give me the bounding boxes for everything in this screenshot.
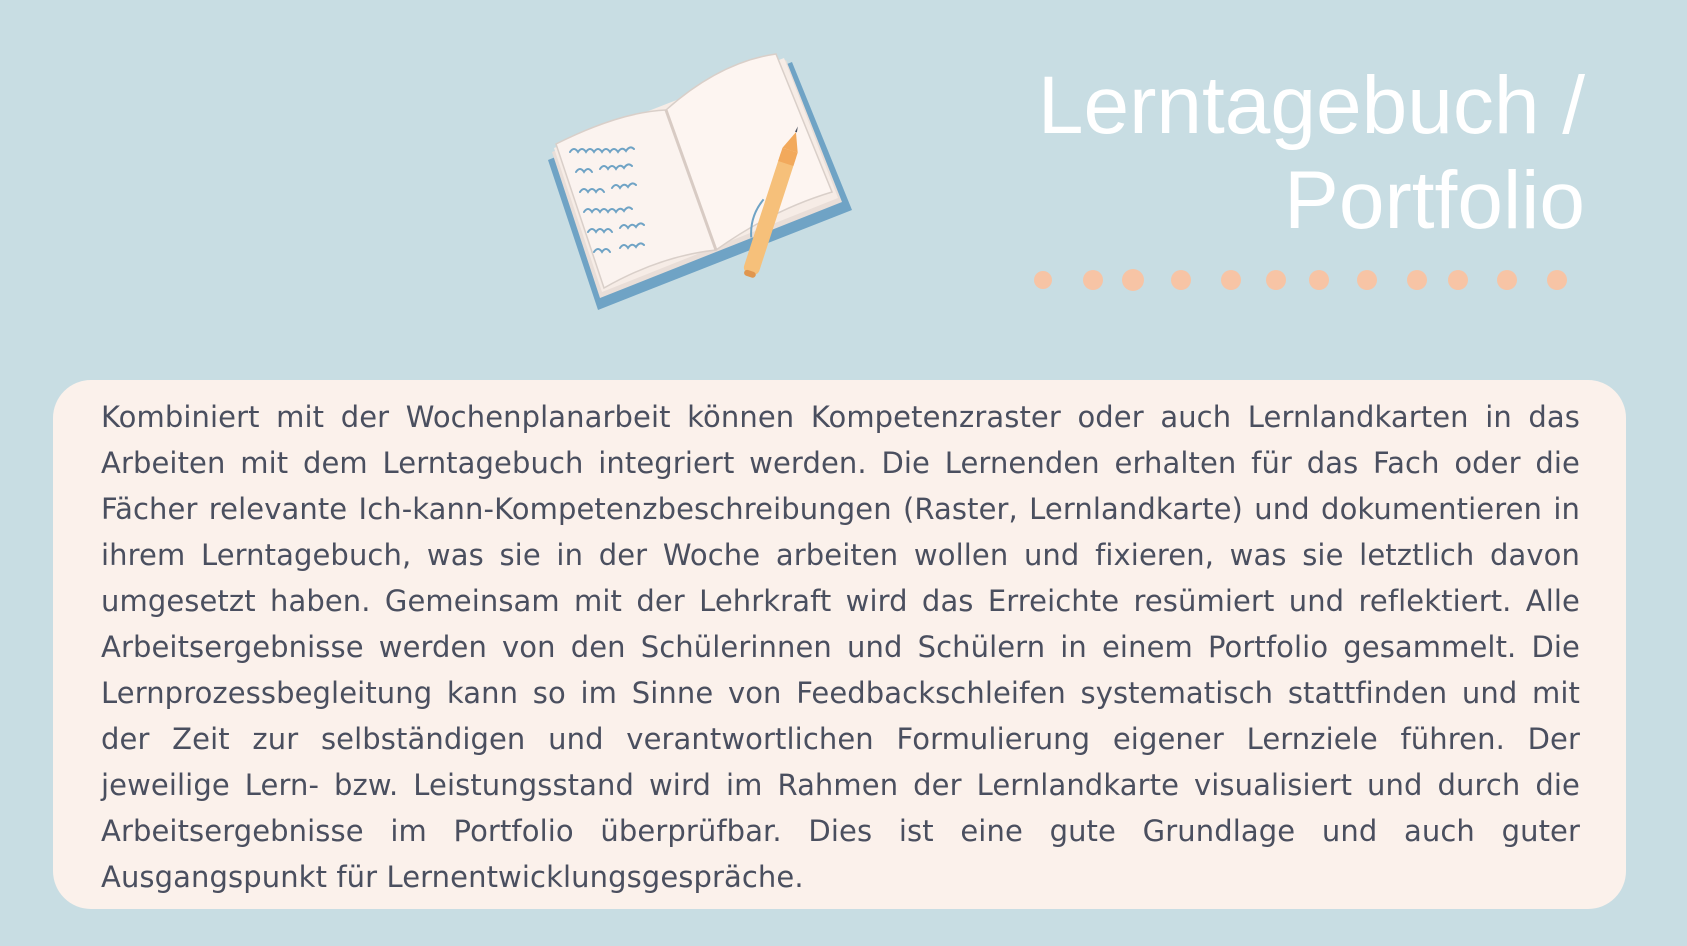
open-notebook-with-pen-icon [540,52,870,322]
decorative-dot [1357,270,1377,290]
decorative-dot [1221,270,1241,290]
decorative-dot [1309,270,1329,290]
page-title [945,58,1585,248]
decorative-dot [1083,270,1103,290]
decorative-dot [1171,270,1191,290]
decorative-dot [1547,270,1567,290]
decorative-dot-row [1020,266,1580,296]
title-line-2: Portfolio [1284,155,1585,246]
decorative-dot [1034,271,1052,289]
decorative-dot [1497,270,1517,290]
decorative-dot [1407,270,1427,290]
decorative-dot [1448,270,1468,290]
decorative-dot [1122,269,1144,291]
title-line-1: Lerntagebuch / [1037,60,1585,151]
decorative-dot [1266,270,1286,290]
body-paragraph: Kombiniert mit der Wochenplanarbeit können Kompetenzraster oder auch Lernlandkarten in das Arbeiten mit dem Lerntagebuch integriert werden. Die Lernenden erhalten für das Fach oder die Fächer relevante Ich-kann-Kompetenzbeschreibungen (Raster, Lernlandkarte) und dokumentieren in ihrem Lerntagebuch, was sie in der Woche arbeiten wollen und fixieren, was sie letztlich davon umgesetzt haben. Gemeinsam mit der Lehrkraft wird das Erreichte resümiert und reflektiert. Alle Arbeitsergebnisse werden von den Schülerinnen und Schülern in einem Portfolio gesammelt. Die Lernprozessbegleitung kann so im Sinne von Feedbackschleifen systematisch stattfinden und mit der Zeit zur selbständigen und verantwortlichen Formulierung eigener Lernziele führen. Der jeweilige Lern- bzw. Leistungsstand wird im Rahmen der Lernlandkarte visualisiert und durch die Arbeitsergebnisse im Portfolio überprüfbar. Dies ist eine gute Grundlage und auch guter Ausgangspunkt für Lernentwicklungsgespräche. [101,400,1580,894]
content-card [53,380,1626,909]
